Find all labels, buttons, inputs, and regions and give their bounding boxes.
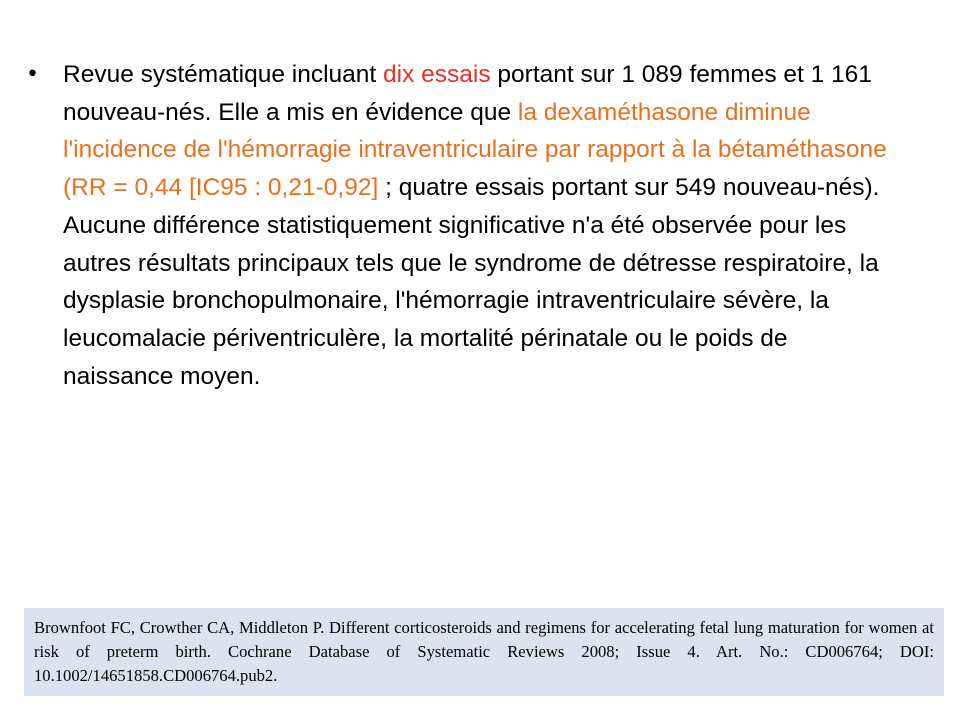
text-segment: ; quatre essais portant sur 549 nouveau-nés). Aucune différence statistiquement significative n'a été observée pour les autres résultats principaux tels que le syndrome de détresse respiratoire, la dysplasie bronchopulmonaire, l'hémorragie intraventriculaire sévère, la leucomalacie périventriculère, la mortalité périnatale ou le poids de naissance moyen. [63, 174, 880, 390]
highlight-dexamethasone-finding: la dexaméthasone diminue l'incidence de l'hémorragie intraventriculaire par rapport à la bétaméthasone (RR = 0,44 [IC95 : 0,21-0,92] [63, 98, 887, 202]
reference-citation: Brownfoot FC, Crowther CA, Middleton P. Different corticosteroids and regimens for accelerating fetal lung maturation for women at risk of preterm birth. Cochrane Database of Systematic Reviews 2008; Issue 4. Art. No.: CD006764; DOI: 10.1002/14651858.CD006764.pub2. [34, 618, 934, 685]
bullet-marker: • [26, 62, 39, 87]
highlight-dix-essais: dix essais [383, 61, 491, 88]
bullet-item [26, 56, 926, 395]
bullet-text [63, 56, 903, 395]
text-segment: Revue systématique incluant [63, 61, 384, 88]
reference-box [24, 608, 944, 696]
text-segment: portant sur 1 089 femmes et 1 161 nouveau-nés. Elle a mis en évidence que [63, 61, 872, 126]
